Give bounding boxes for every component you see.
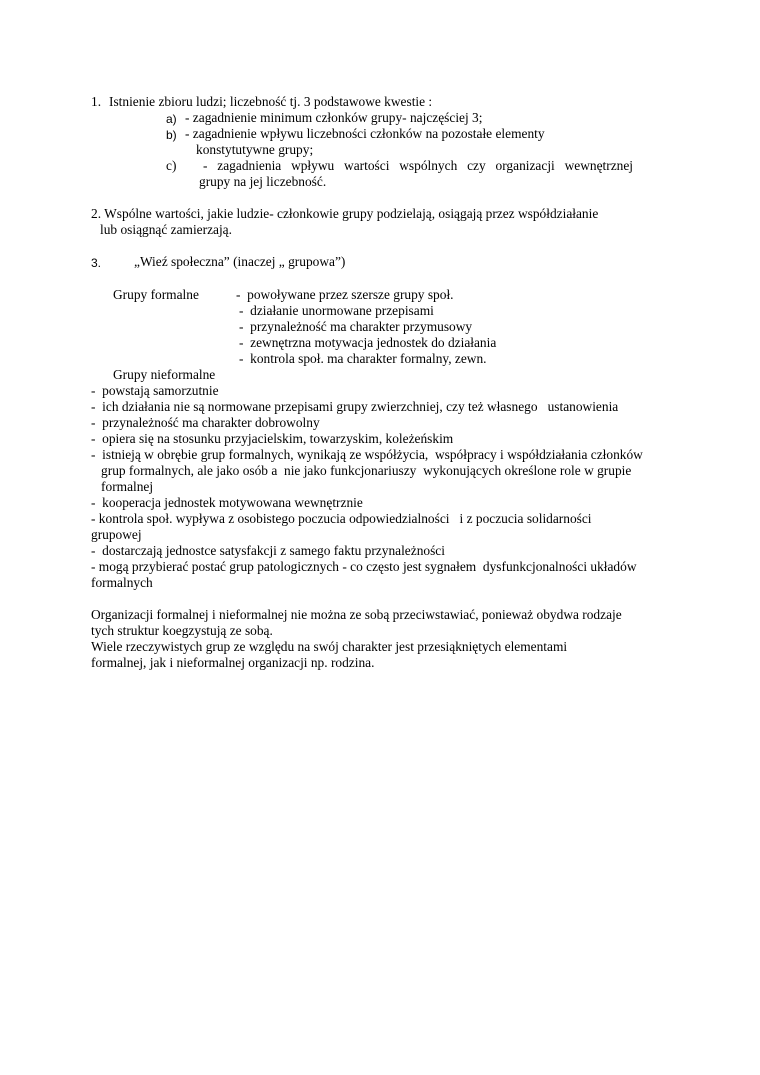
formal-groups-label: Grupy formalne xyxy=(113,287,199,302)
section-1-number: 1. xyxy=(91,94,102,109)
informal-item-9: - mogą przybierać postać grup patologicznych - co często jest sygnałem dysfunkcjonalności układów xyxy=(91,559,637,574)
item-c-text: - zagadnienia wpływu wartości wspólnych czy organizacji wewnętrznej xyxy=(203,158,633,173)
section-3-number: 3. xyxy=(91,256,102,270)
formal-item-3: - przynależność ma charakter przymusowy xyxy=(239,319,473,334)
formal-item-5: - kontrola społ. ma charakter formalny, zewn. xyxy=(239,351,487,366)
section-1-heading: Istnienie zbioru ludzi; liczebność tj. 3 podstawowe kwestie : xyxy=(109,94,433,109)
item-b-text: - zagadnienie wpływu liczebności członków na pozostałe elementy xyxy=(185,126,545,141)
formal-item-4: - zewnętrzna motywacja jednostek do działania xyxy=(239,335,497,350)
informal-item-2: - ich działania nie są normowane przepisami grupy zwierzchniej, czy też własnego ustanowienia xyxy=(91,399,619,414)
informal-item-8: - dostarczają jednostce satysfakcji z samego faktu przynależności xyxy=(91,543,445,558)
informal-item-5-cont-1: grup formalnych, ale jako osób a nie jako funkcjonariuszy wykonujących określone role w grupie xyxy=(91,463,632,478)
formal-item-1: - powoływane przez szersze grupy społ. xyxy=(236,287,454,302)
informal-item-5-cont-2: formalnej xyxy=(91,479,154,494)
closing-line-3: Wiele rzeczywistych grup ze względu na swój charakter jest przesiąkniętych elementami xyxy=(91,639,568,654)
informal-item-9-cont: formalnych xyxy=(91,575,153,590)
informal-groups-label: Grupy nieformalne xyxy=(113,367,216,382)
item-b-continuation: konstytutywne grupy; xyxy=(196,142,314,157)
informal-item-7-cont: grupowej xyxy=(91,527,142,542)
item-a-marker: a) xyxy=(166,112,177,126)
informal-item-5: - istnieją w obrębie grup formalnych, wynikają ze współżycia, współpracy i współdziałania członków xyxy=(91,447,643,462)
item-a-text: - zagadnienie minimum członków grupy- najczęściej 3; xyxy=(185,110,483,125)
item-b-marker: b) xyxy=(166,128,177,142)
informal-item-7: - kontrola społ. wypływa z osobistego poczucia odpowiedzialności i z poczucia solidarności xyxy=(91,511,592,526)
informal-item-6: - kooperacja jednostek motywowana wewnętrznie xyxy=(91,495,363,510)
section-2-line-2: lub osiągnąć zamierzają. xyxy=(100,222,232,237)
informal-item-3: - przynależność ma charakter dobrowolny xyxy=(91,415,320,430)
closing-line-1: Organizacji formalnej i nieformalnej nie można ze sobą przeciwstawiać, ponieważ obydwa rodzaje xyxy=(91,607,622,622)
section-3-heading: „Wieź społeczna” (inaczej „ grupowa”) xyxy=(134,254,346,269)
informal-item-4: - opiera się na stosunku przyjacielskim, towarzyskim, koleżeńskim xyxy=(91,431,454,446)
closing-line-2: tych struktur koegzystują ze sobą. xyxy=(91,623,273,638)
section-2-line-1: 2. Wspólne wartości, jakie ludzie- członkowie grupy podzielają, osiągają przez współdziałanie xyxy=(91,206,599,221)
informal-item-1: - powstają samorzutnie xyxy=(91,383,219,398)
closing-line-4: formalnej, jak i nieformalnej organizacji np. rodzina. xyxy=(91,655,375,670)
item-c-continuation: grupy na jej liczebność. xyxy=(199,174,327,189)
item-c-marker: c) xyxy=(166,158,177,173)
formal-item-2: - działanie unormowane przepisami xyxy=(239,303,434,318)
